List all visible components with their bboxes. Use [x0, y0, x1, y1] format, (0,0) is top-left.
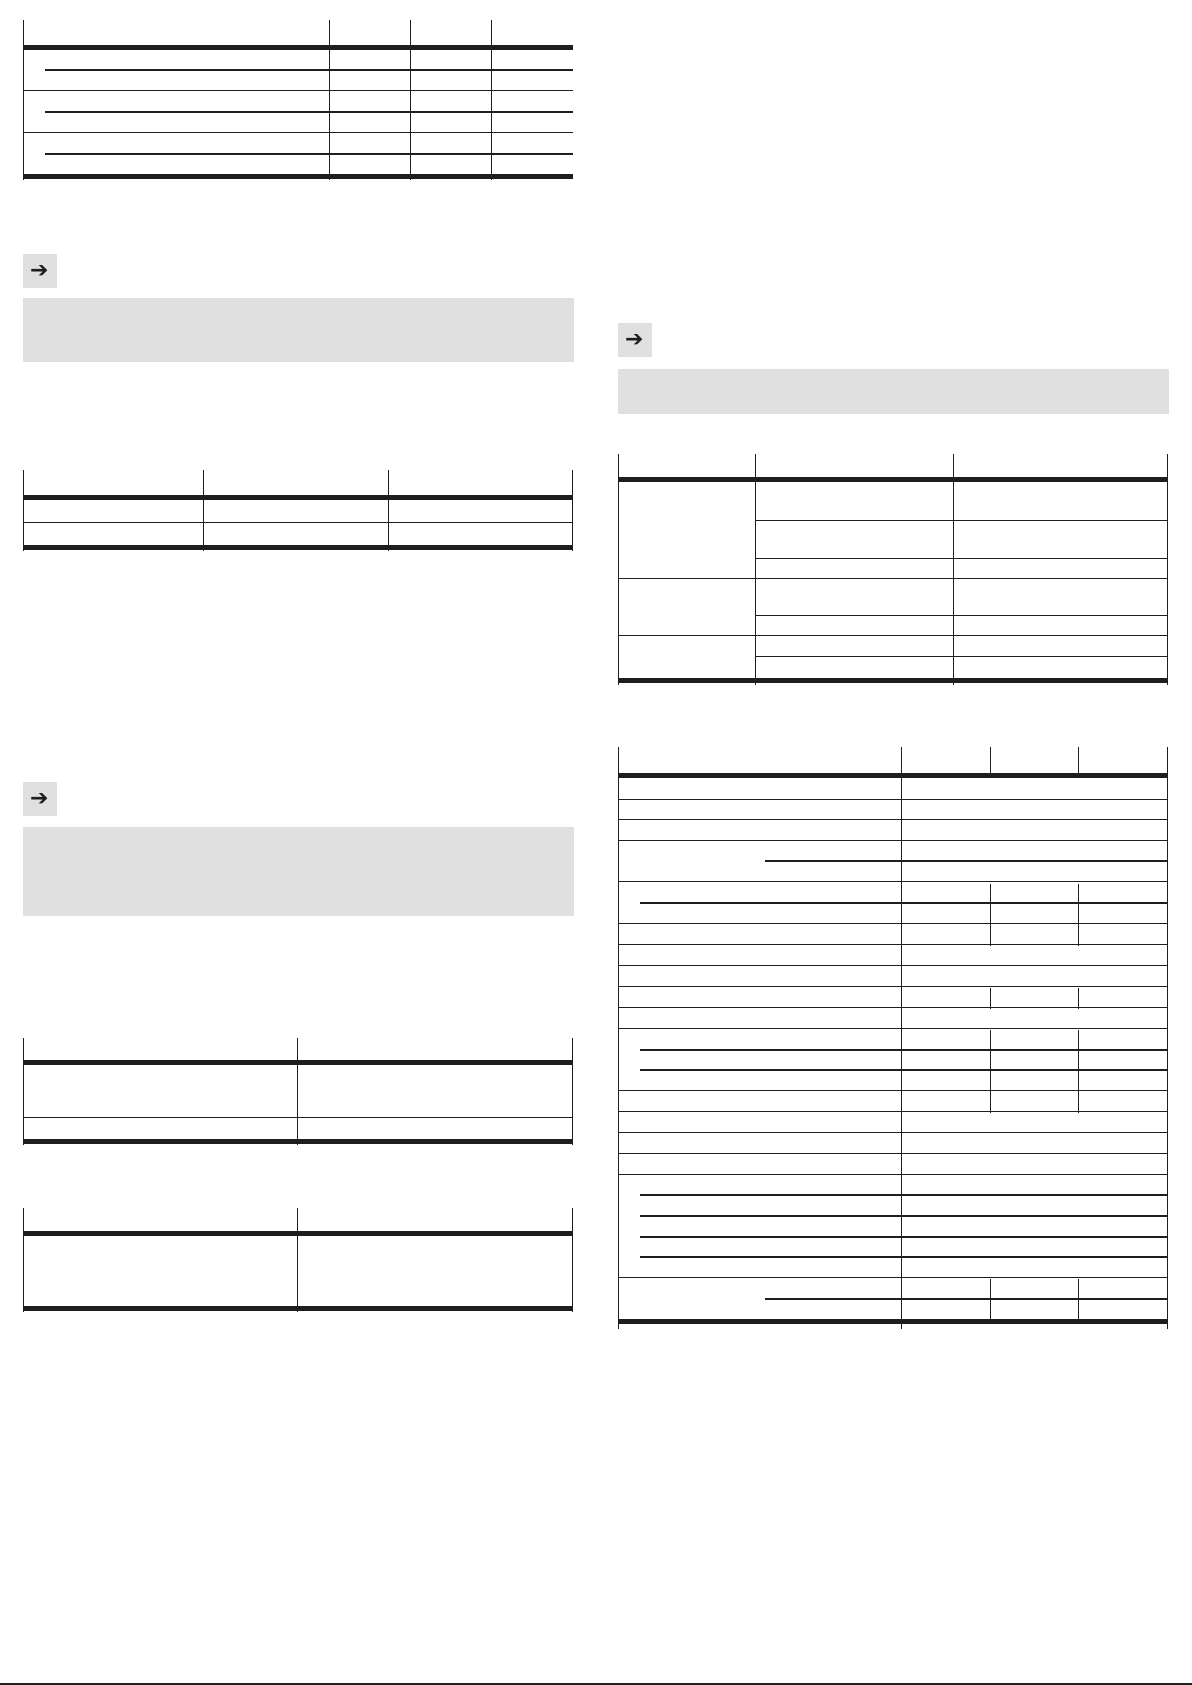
table-bottom-rule — [618, 1319, 1168, 1324]
table-row-rule — [618, 799, 1168, 800]
note-marker — [23, 254, 57, 288]
table-divider — [990, 988, 991, 1009]
table-row-rule — [618, 1111, 1168, 1112]
table-row-rule — [618, 1028, 1168, 1029]
left-table-3 — [23, 1038, 573, 1145]
note-box — [23, 298, 574, 362]
table-bottom-rule — [618, 678, 1168, 683]
table-row-rule — [640, 1256, 1168, 1258]
note-box — [618, 369, 1169, 414]
table-row-rule — [640, 1194, 1168, 1196]
table-row-rule — [618, 965, 1168, 966]
note-box — [23, 827, 574, 916]
table-row-rule — [618, 986, 1168, 987]
table-divider — [1078, 1030, 1079, 1113]
table-divider — [491, 20, 492, 180]
table-divider — [410, 20, 411, 180]
table-divider — [572, 1038, 573, 1145]
table-header-rule — [23, 1231, 573, 1236]
table-bottom-rule — [23, 174, 573, 179]
table-row-rule — [765, 860, 1168, 862]
table-header-rule — [618, 477, 1168, 482]
table-divider — [297, 1038, 298, 1145]
right-table-2 — [618, 747, 1168, 1329]
table-bottom-rule — [23, 1306, 573, 1311]
table-divider — [990, 1030, 991, 1113]
table-row-rule — [640, 902, 1168, 904]
table-row-rule — [765, 1298, 1168, 1300]
table-row-rule — [618, 578, 1168, 579]
table-row-rule — [23, 1117, 573, 1118]
table-row-rule — [618, 923, 1168, 924]
left-table-4 — [23, 1208, 573, 1312]
table-header-rule — [618, 773, 1168, 778]
table-divider — [572, 470, 573, 551]
table-row-rule — [618, 635, 1168, 636]
note-marker — [23, 782, 57, 816]
table-divider — [1078, 884, 1079, 946]
table-row-rule — [45, 111, 573, 113]
table-divider — [23, 470, 24, 551]
table-row-rule — [640, 1049, 1168, 1051]
table-row-rule — [618, 1090, 1168, 1091]
right-table-1 — [618, 454, 1168, 685]
table-row-rule — [618, 1132, 1168, 1133]
table-divider — [1167, 454, 1168, 685]
table-row-rule — [618, 1153, 1168, 1154]
table-row-rule — [755, 656, 1168, 657]
arrow-right-icon: ➔ — [625, 327, 644, 352]
table-divider — [297, 1208, 298, 1312]
table-row-rule — [755, 520, 1168, 521]
table-row-rule — [640, 1215, 1168, 1217]
table-row-rule — [618, 1007, 1168, 1008]
left-table-2 — [23, 470, 573, 551]
table-divider — [572, 1208, 573, 1312]
table-row-rule — [618, 881, 1168, 882]
table-row-rule — [618, 819, 1168, 820]
table-row-rule — [45, 153, 573, 155]
table-divider — [953, 454, 954, 685]
table-row-rule — [618, 840, 1168, 841]
left-table-1 — [23, 20, 573, 180]
table-divider — [618, 747, 619, 1329]
table-divider — [203, 470, 204, 551]
table-row-rule — [45, 69, 573, 71]
table-row-rule — [618, 1174, 1168, 1175]
table-bottom-rule — [23, 1139, 573, 1144]
table-divider — [990, 884, 991, 946]
table-divider — [990, 1279, 991, 1322]
table-row-rule — [640, 1236, 1168, 1238]
table-divider — [618, 454, 619, 685]
table-header-rule — [23, 1060, 573, 1065]
table-divider — [1078, 988, 1079, 1009]
table-divider — [901, 747, 902, 1329]
table-divider — [755, 454, 756, 685]
note-marker — [618, 323, 652, 357]
arrow-right-icon: ➔ — [30, 258, 49, 283]
table-divider — [23, 1038, 24, 1145]
table-header-rule — [23, 495, 573, 500]
table-row-rule — [755, 615, 1168, 616]
table-row-rule — [618, 944, 1168, 945]
table-divider — [23, 1208, 24, 1312]
table-row-rule — [23, 132, 573, 133]
table-bottom-rule — [23, 545, 573, 550]
table-row-rule — [640, 1069, 1168, 1071]
table-row-rule — [618, 1277, 1168, 1278]
arrow-right-icon: ➔ — [30, 786, 49, 811]
table-header-rule — [23, 45, 573, 50]
table-divider — [23, 20, 24, 180]
table-divider — [1078, 747, 1079, 774]
table-divider — [388, 470, 389, 551]
table-row-rule — [23, 522, 573, 523]
table-divider — [1167, 747, 1168, 1329]
table-row-rule — [23, 90, 573, 91]
table-row-rule — [755, 558, 1168, 559]
table-divider — [329, 20, 330, 180]
table-divider — [990, 747, 991, 774]
table-divider — [1078, 1279, 1079, 1322]
